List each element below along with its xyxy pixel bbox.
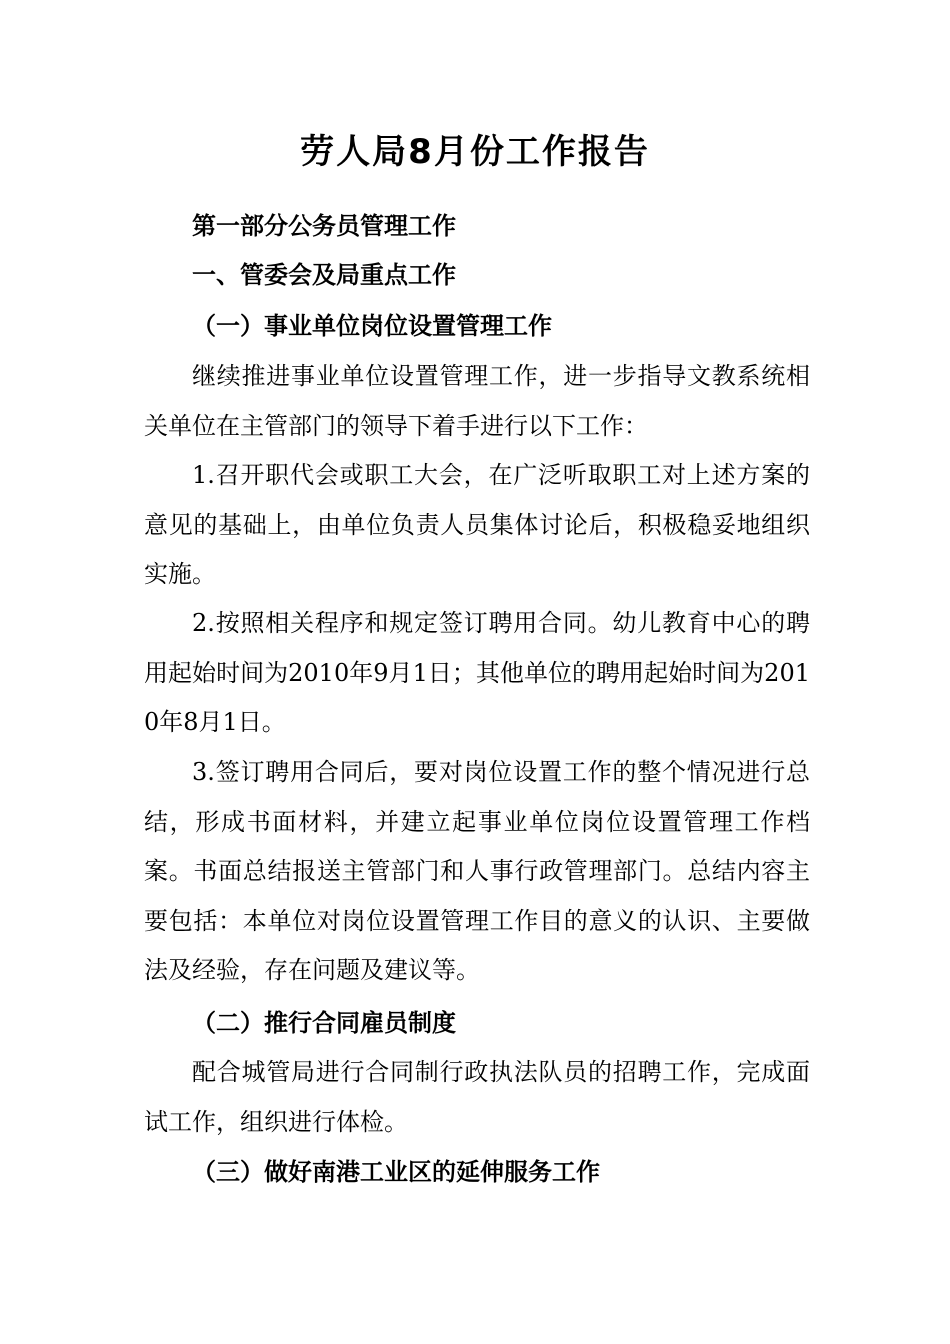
subsection-heading-3: （三）做好南港工业区的延伸服务工作 — [192, 1158, 600, 1186]
section-heading-1: 一、管委会及局重点工作 — [192, 261, 456, 289]
paragraph-contract-staff: 配合城管局进行合同制行政执法队员的招聘工作，完成面试工作，组织进行体检。 — [144, 1058, 810, 1136]
part-heading: 第一部分公务员管理工作 — [192, 212, 456, 240]
subsection-heading-2: （二）推行合同雇员制度 — [192, 1009, 456, 1037]
subsection-heading-1: （一）事业单位岗位设置管理工作 — [192, 312, 552, 340]
paragraph-intro: 继续推进事业单位设置管理工作，进一步指导文教系统相关单位在主管部门的领导下着手进行以下工作： — [144, 362, 810, 440]
list-item-2: 2.按照相关程序和规定签订聘用合同。幼儿教育中心的聘用起始时间为2010年9月1日；其他单位的聘用起始时间为2010年8月1日。 — [144, 609, 810, 736]
list-item-3: 3.签订聘用合同后，要对岗位设置工作的整个情况进行总结，形成书面材料，并建立起事业单位岗位设置管理工作档案。书面总结报送主管部门和人事行政管理部门。总结内容主要包括：本单位对岗位设置管理工作目的意义的认识、主要做法及经验，存在问题及建议等。 — [144, 758, 810, 984]
list-item-1: 1.召开职代会或职工大会，在广泛听取职工对上述方案的意见的基础上，由单位负责人员集体讨论后，积极稳妥地组织实施。 — [144, 461, 810, 588]
document-title: 劳人局8月份工作报告 — [300, 132, 650, 172]
